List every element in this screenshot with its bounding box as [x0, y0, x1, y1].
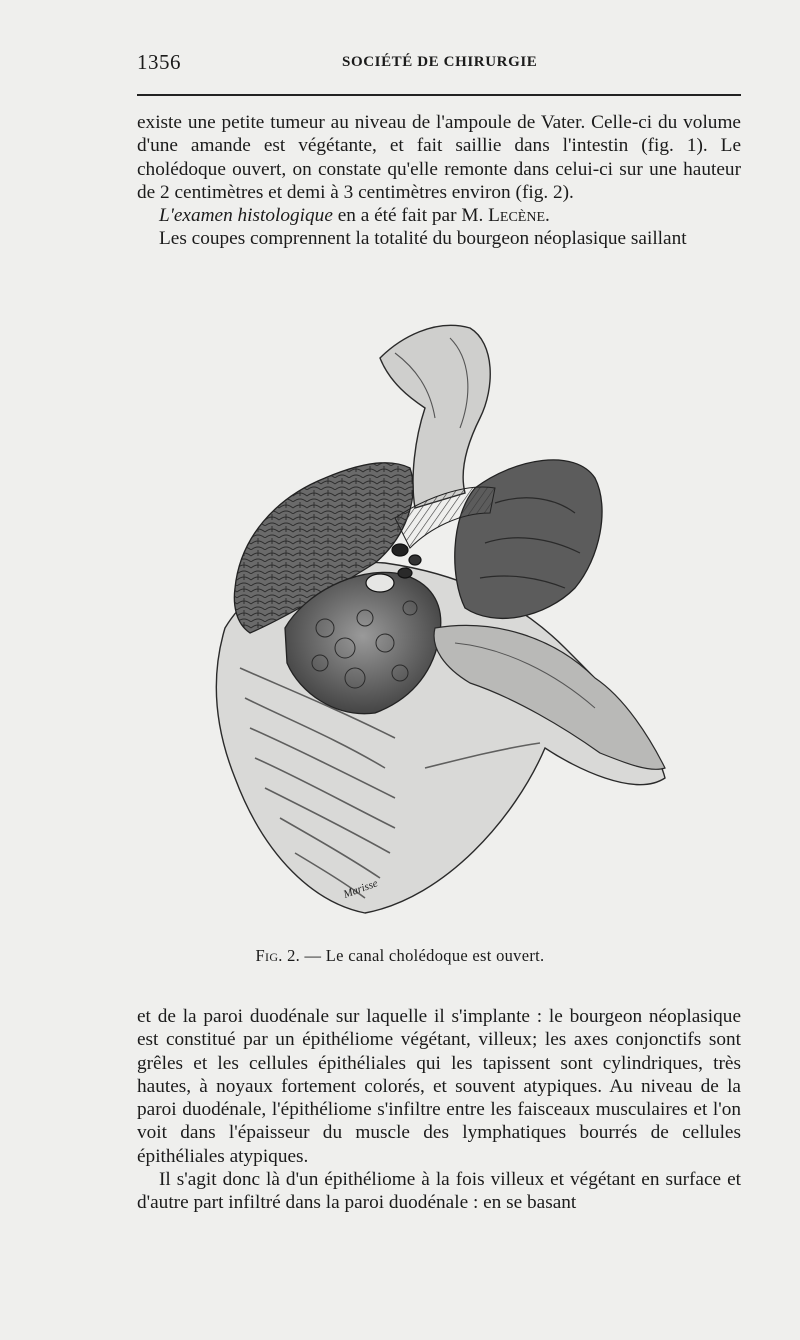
anatomical-figure: [195, 298, 695, 933]
paragraph-histology-text: en a été fait par M.: [332, 205, 489, 227]
figure-label: Fig. 2.: [255, 946, 301, 965]
figure-caption: [0, 946, 800, 966]
page-number: 1356: [137, 50, 181, 74]
author-name: Lecène: [488, 205, 546, 227]
paragraph-histology: [137, 204, 741, 227]
paragraph-vater: existe une petite tumeur au niveau de l'ampoule de Vater. Celle-ci du volume d'une amande est végétante, et fait saillie dans l'intestin (fig. 1). Le cholédoque ouvert, on constate qu'elle remonte dans celui-ci sur une hauteur de 2 centimètres et demi à 3 centimètres environ (fig. 2).: [137, 112, 741, 203]
artist-signature: Marisse: [341, 877, 380, 901]
paragraph-sections: Les coupes comprennent la totalité du bourgeon néoplasique saillant: [159, 228, 687, 250]
italic-phrase: L'examen histologique: [159, 205, 333, 227]
paragraph-histology-end: .: [545, 205, 550, 227]
header-rule: [137, 94, 741, 96]
bottom-text-block: [137, 1005, 741, 1215]
paragraph-implantation: et de la paroi duodénale sur laquelle il s'implante : le bourgeon néoplasique est constitué par un épithéliome végétant, villeux; les axes conjonctifs sont grêles et les cellules épithéliales qui les tapissent sont cylindriques, très hautes, à noyaux fortement colorés, et souvent atypiques. Au niveau de la paroi duodénale, l'épithéliome s'infiltre entre les faisceaux musculaires et l'on voit dans l'épaisseur du muscle des lymphatiques bourrés de cellules épithéliales atypiques.: [137, 1006, 741, 1167]
caption-text: — Le canal cholédoque est ouvert.: [300, 946, 545, 965]
top-text-block: [137, 111, 741, 251]
page-header: [137, 50, 741, 80]
running-title: SOCIÉTÉ DE CHIRURGIE: [342, 54, 538, 70]
tumor-mass-right: [455, 460, 602, 619]
paragraph-conclusion: Il s'agit donc là d'un épithéliome à la fois villeux et végétant en surface et d'autre part infiltré dans la paroi duodénale : en se basant: [137, 1169, 741, 1214]
